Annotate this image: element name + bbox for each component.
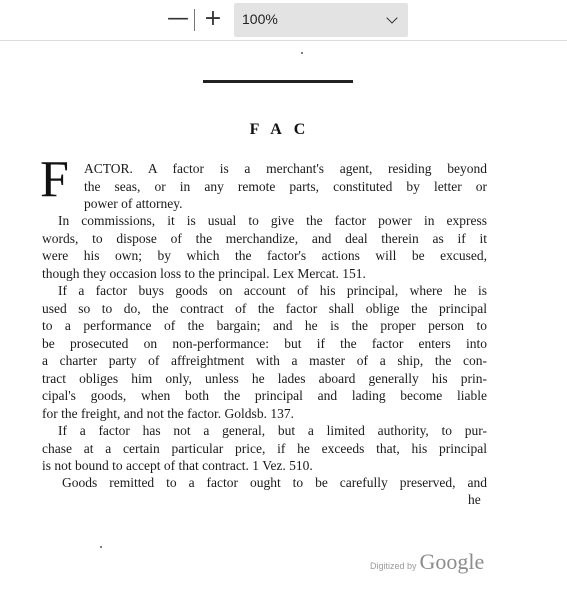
text-line: power of attorney. xyxy=(84,196,183,211)
text-line: tract obliges him only, unless he lades aboard generally his prin- xyxy=(42,371,487,386)
text-line: is not bound to accept of that contract. 1 Vez. 510. xyxy=(42,458,313,473)
footer-small-text: Digitized by xyxy=(370,561,417,571)
text-line: In commissions, it is usual to give the factor power in express xyxy=(58,213,487,228)
zoom-out-button[interactable]: — xyxy=(167,6,189,31)
text-line: to a performance of the bargain; and he is the proper person to xyxy=(42,318,487,333)
text-line: though they occasion loss to the principal. Lex Mercat. 151. xyxy=(42,266,366,281)
toolbar-divider xyxy=(194,9,195,31)
page-heading: FAC xyxy=(249,121,318,138)
text-line: used so to do, the contract of the factor shall oblige the principal xyxy=(42,301,487,316)
text-line: chase at a certain particular price, if he exceeds that, his principal xyxy=(42,441,487,456)
text-line: If a factor buys goods on account of his principal, where he is xyxy=(58,283,487,298)
zoom-in-button[interactable]: + xyxy=(203,6,223,31)
drop-cap: F xyxy=(40,151,69,208)
text-line: Goods remitted to a factor ought to be carefully preserved, and xyxy=(62,475,487,490)
google-logo-text: Google xyxy=(419,549,485,574)
zoom-level-value: 100% xyxy=(242,11,278,27)
text-line: If a factor has not a general, but a limited authority, to pur- xyxy=(58,423,487,438)
text-line: for the freight, and not the factor. Goldsb. 137. xyxy=(42,406,294,421)
scan-speck xyxy=(100,546,102,548)
text-line: be prosecuted on non-performance: but if the factor enters into xyxy=(42,336,487,351)
text-line: words, to dispose of the merchandize, and deal therein as if it xyxy=(42,231,487,246)
zoom-level-select[interactable] xyxy=(234,3,408,37)
toolbar xyxy=(0,0,567,41)
text-line: were his own; by which the factor's actions will be excused, xyxy=(42,248,487,263)
text-line: the seas, or in any remote parts, constituted by letter or xyxy=(84,179,487,194)
text-line: ACTOR. A factor is a merchant's agent, residing beyond xyxy=(84,161,487,176)
chevron-down-icon xyxy=(386,12,397,23)
text-line: a charter party of affreightment with a master of a ship, the con- xyxy=(42,353,487,368)
digitized-by-google-watermark xyxy=(370,549,484,575)
scan-speck xyxy=(301,52,303,54)
text-line: cipal's goods, when both the principal and lading become liable xyxy=(42,388,487,403)
header-rule xyxy=(203,80,353,83)
catchword: he xyxy=(468,492,481,507)
